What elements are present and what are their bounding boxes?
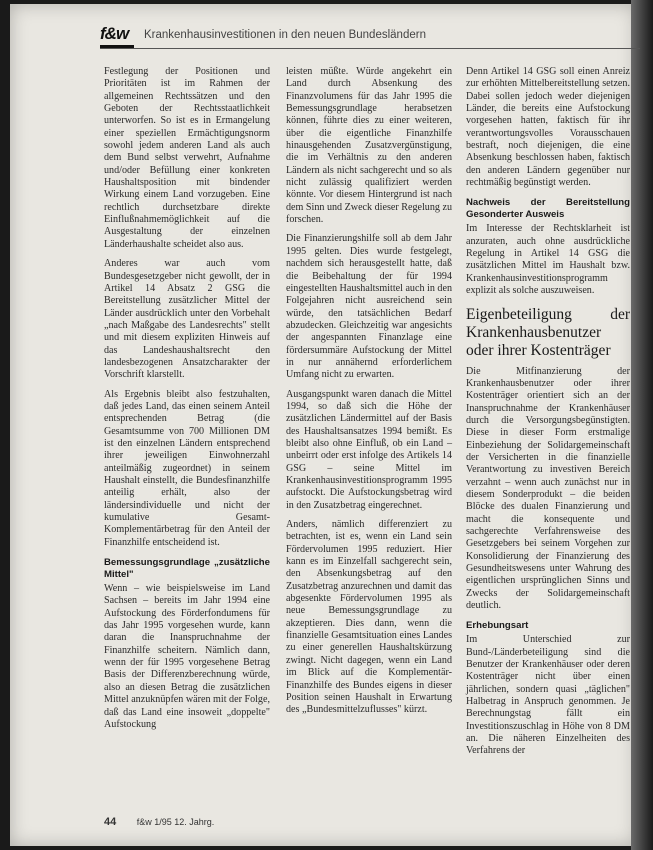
page-footer [104, 816, 634, 828]
text-column-3 [466, 66, 630, 765]
page-number: 44 [104, 816, 117, 828]
section-heading: Erhebungsart [466, 620, 529, 632]
section-heading: Bemessungsgrundlage „zusätzliche Mittel" [104, 557, 270, 581]
paragraph: Anderes war auch vom Bundesgesetzgeber nicht gewollt, der in Artikel 14 Absatz 2 GSG die Bereitstellung zusätzlicher Mittel der Länder ausdrücklich unter den Vorbehalt „nach Maßgabe des Landesrechts" stellt und mit diesem expliziten Hinweis auf das Landeshaushaltsrecht den landesbezogenen Ansatzcharakter der Vorschrift klarstellt. [104, 258, 270, 381]
paragraph: Ausgangspunkt waren danach die Mittel 1994, so daß sich die Höhe der zusätzlichen Ländermittel auf der Basis des Haushaltsansatzes 1994 bemißt. Es bleibt also ohne Einfluß, ob ein Land – unbeirrt oder erst infolge des Artikels 14 GSG – seine Mittel im Krankenhausinvestitionsprogramm 1995 aufstockt. Die Aufstockungsbetrag wird in den Zusatzbetrag eingerechnet. [286, 388, 452, 511]
paragraph: Anders, nämlich differenziert zu betrachten, ist es, wenn ein Land sein Fördervolumen 1995 reduziert. Hier kann es im Einzelfall sachgerecht sein, den Absenkungsbetrag auf den Zusatzbetrag anzurechnen und damit das abgesenkte Fördervolumen 1995 als neue Bemessungsgrundlage zu akzeptieren. Dies dann, wenn die finanzielle Gesamtsituation eines Landes zu einer generellen Haushaltskürzung zwingt. Nicht dagegen, wenn ein Land im Blick auf die Komplementär-Finanzhilfe des Bundes eigens in dieser Position seinen Haushalt in Erwartung des „Bundesmittelzuflusses" kürzt. [286, 519, 452, 716]
running-title: Krankenhausinvestitionen in den neuen Bundesländern [144, 29, 426, 41]
logo-underline [100, 45, 134, 48]
paragraph: Die Finanzierungshilfe soll ab dem Jahr 1995 gelten. Dies wurde festgelegt, nachdem sich herausgestellt hatte, daß die Beibehaltung der für 1994 eingestellten Haushaltsmittel auch in den Folgejahren nicht ausreichend sein würde, den tatsächlichen Bedarf abzudecken. Gleichzeitig war angesichts der angespannten Finanzlage eine fördersummäre Aufstockung der Mittel in nur annähernd erforderlichem Umfang nicht zu erwarten. [286, 233, 452, 381]
magazine-logo: f&w [100, 24, 129, 43]
paragraph: Im Interesse der Rechtsklarheit ist anzuraten, auch ohne ausdrückliche Regelung in Artikel 14 GSG die zusätzlichen Mittel im Haushalt bzw. Krankenhausinvestitionsprogramm explizit als solche auszuweisen. [466, 223, 630, 297]
paragraph: Die Mitfinanzierung der Krankenhausbenutzer oder ihrer Kostenträger orientiert sich an der Inanspruchnahme der Krankenhäuser durch die Versorgungsbegünstigten. Diese in dieser Form erstmalige Einbeziehung der Solidargemeinschaft der Versicherten in die finanzielle Verantwortung zu investiven Bereich verzahnt – wenn auch zunächst nur in diesem Sonderprodukt – die beiden Blöcke des dualen Finanzierung und macht die konsequente und sachgerechte Verfahrensweise des Gesetzgebers bei seinem Vorgehen zur Konsolidierung der Finanzierung des Gesundheitswesens unter Wahrung des eigentlichen ursprünglichen Sinns und Zwecks der Solidargemeinschaft deutlich. [466, 365, 630, 612]
paragraph: Denn Artikel 14 GSG soll einen Anreiz zur erhöhten Mittelbereitstellung setzen. Dabei sollen jedoch weder diejenigen Länder, die bereits eine Aufstockung vorgesehen hatten, faktisch für ihr verantwortungsvolles Vorausschauen bestraft, noch diejenigen, die eine Absenkung beschlossen haben, faktisch den anderen Ländern gegenüber nur rechtmäßig begünstigt werden. [466, 66, 630, 189]
page-edge-shadow [631, 0, 653, 850]
paragraph: Wenn – wie beispielsweise im Land Sachsen – bereits im Jahr 1994 eine Aufstockung des Förderfondumens für das Jahr 1995 vorgesehen wurde, kann daran die Inanspruchnahme der Finanzhilfe scheitern. Nämlich dann, wenn der für 1995 vorgesehene Betrag Basis der Differenzberechnung würde, also an diesen Betrag die zusätzlichen Mittel anzuknüpfen wären mit der Folge, daß das Land eine insoweit „doppelte" Aufstockung [104, 583, 270, 730]
paragraph: Als Ergebnis bleibt also festzuhalten, daß jedes Land, das einen seinem Anteil entsprechenden Betrag (die Gesamtsumme von 700 Millionen DM ist den einzelnen Ländern entsprechend ihrer jeweiligen Einwohnerzahl anteilmäßig zugeordnet) in seinem Haushalt einstellt, die Bundesfinanzhilfe anteilig erhält, also der ländersindividuelle und nicht der kumulative Gesamt-Komplementärbetrag für den Anteil der Finanzhilfe entscheidend ist. [104, 388, 270, 548]
article-subheadline: Eigenbeteiligung der Krankenhausbenutzer oder ihrer Kostenträger [466, 305, 630, 359]
text-column-2 [286, 66, 452, 724]
paragraph: Festlegung der Positionen und Prioritäten ist im Rahmen der allgemeinen Rechtssätzen und den Geboten der Rechtsstaatlichkeit unterworfen. So ist es in Ermangelung einer speziellen Ermächtigungsnorm sowohl jedem anderen Land als auch dem Bund selbst verwehrt, Aufnahme und/oder Befüllung einer konkreten Haushaltsposition mit bindender Wirkung einem Land vorzugeben. Eine rechtlich durchsetzbare direkte Einflußnahmemöglichkeit auf die Ausgestaltung der einzelnen Länderhaushalte scheidet also aus. [104, 66, 270, 250]
issue-info: f&w 1/95 12. Jahrg. [136, 817, 215, 827]
page-header [100, 24, 640, 49]
text-column-1 [104, 66, 270, 738]
paragraph: Im Unterschied zur Bund-/Länderbeteiligung sind die Benutzer der Krankenhäuser oder deren Kostenträger nicht über einen jährlichen, sondern quasi „täglichen" Halbetrag in Anspruch genommen. Je Berechnungstag fällt ein Investitionszuschlag in Höhe von 8 DM an. Die näheren Einzelheiten des Verfahrens der [466, 634, 630, 757]
paragraph: leisten müßte. Würde angekehrt ein Land durch Absenkung des Finanzvolumens für das Jahr 1995 die Bemessungsgrundlage herabsetzen können, führte dies zu einer weiteren, über die eigentliche Finanzhilfe hinausgehenden Zusatzvergünstigung, die im Verhältnis zu den anderen Ländern als nicht sachgerecht und so als nicht zulässig qualifiziert werden könnte. Vor diesem Hintergrund ist nach dem Sinn und Zweck dieser Regelung zu forschen. [286, 66, 452, 226]
section-heading: Nachweis der Bereitstellung Gesonderter Ausweis [466, 197, 630, 221]
